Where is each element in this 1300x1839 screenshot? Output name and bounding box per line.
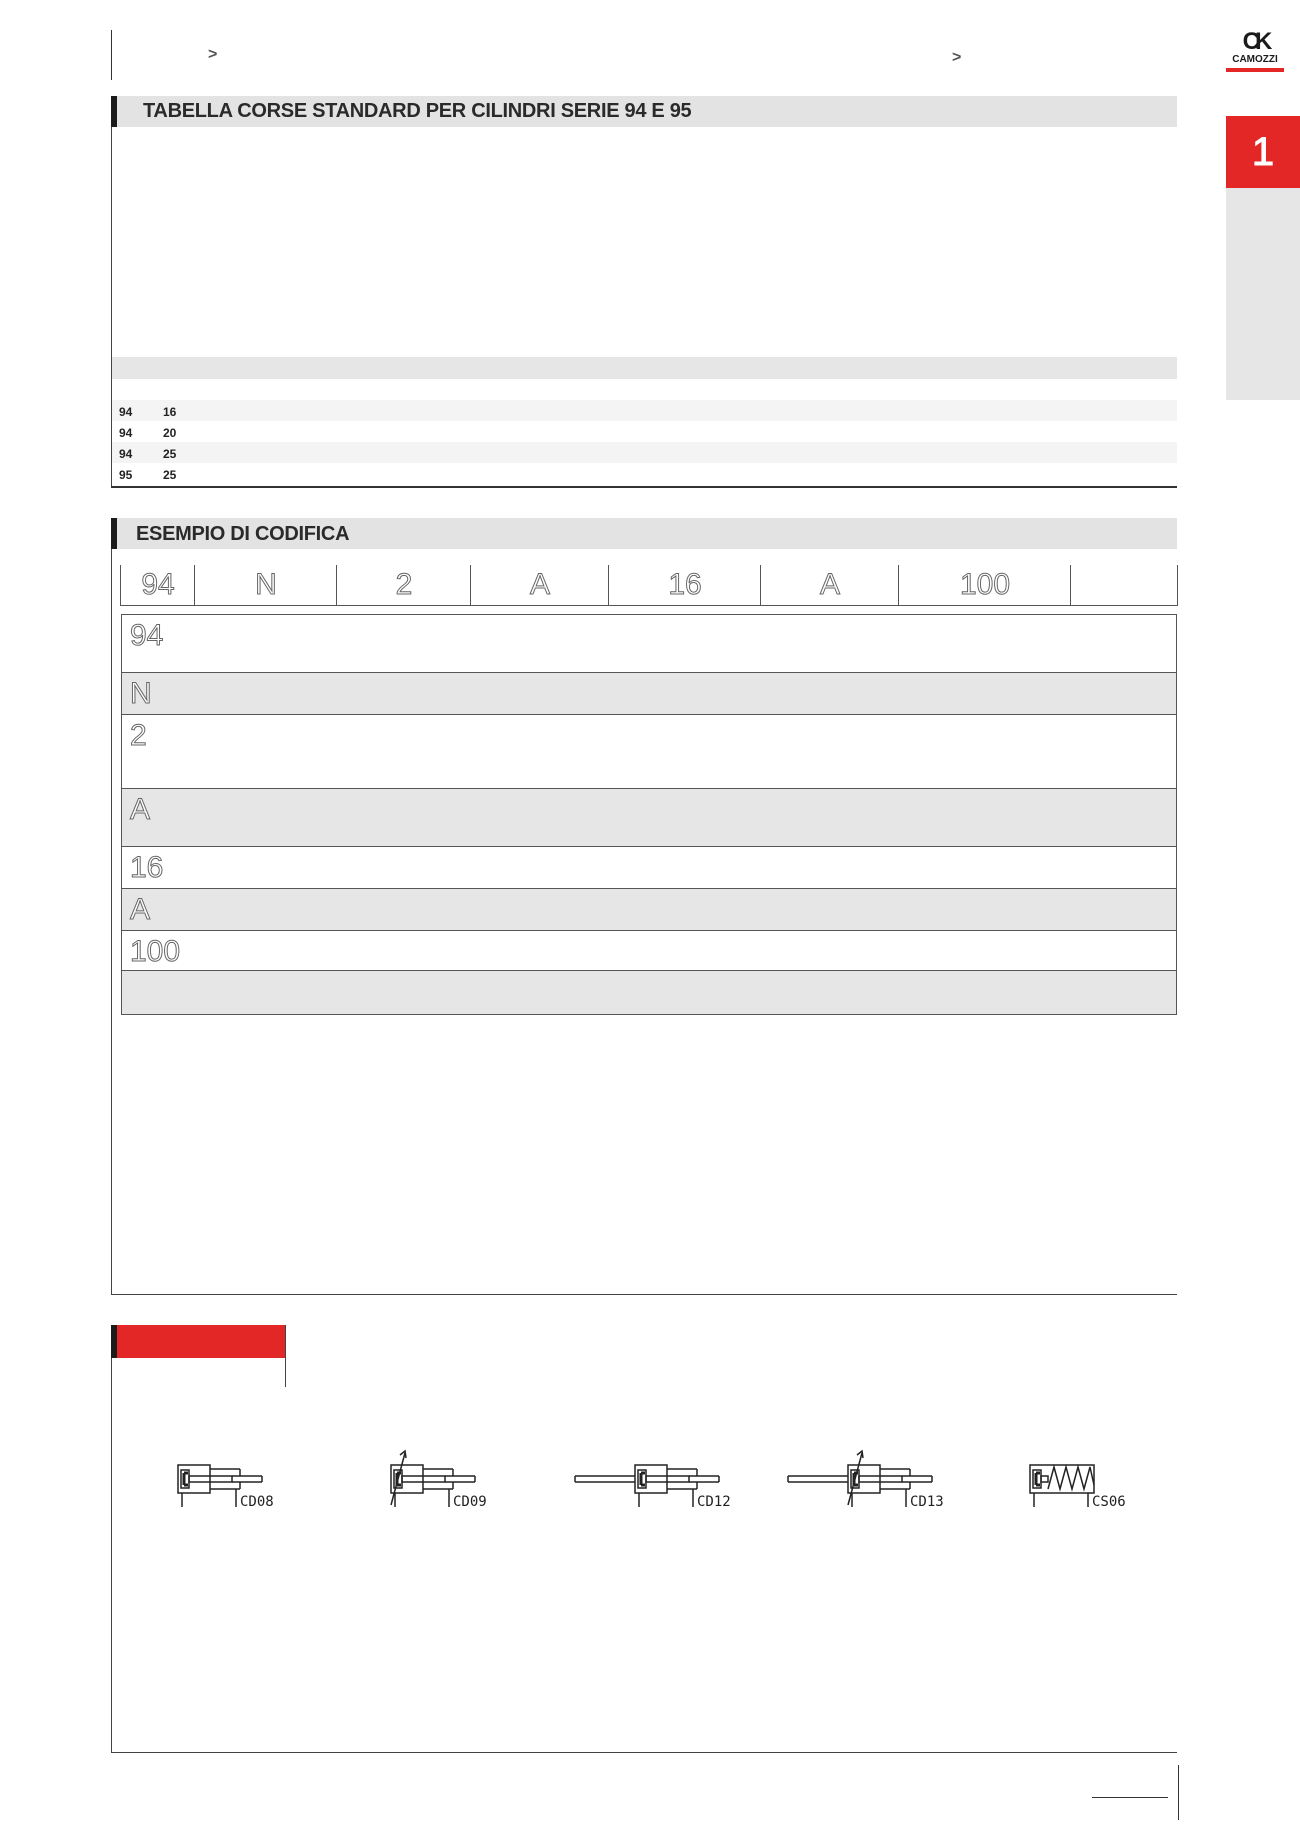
explanation-row — [122, 614, 1176, 673]
explanation-row — [122, 970, 1176, 1014]
single-acting-cylinder-icon — [170, 1455, 300, 1515]
strokes-section-title: TABELLA CORSE STANDARD PER CILINDRI SERIE 94 E 95 — [143, 100, 692, 122]
series-cell: 94 — [119, 447, 133, 461]
coding-section-title: ESEMPIO DI CODIFICA — [136, 523, 350, 545]
explanation-code: N — [130, 677, 152, 710]
bore-cell: 20 — [163, 426, 177, 440]
explanation-row — [122, 846, 1176, 889]
code-cell-stroke: 100 — [898, 565, 1071, 605]
explanation-row — [122, 888, 1176, 931]
explanation-code: 2 — [130, 719, 147, 752]
through-rod-cylinder-icon — [573, 1455, 733, 1515]
code-cell-series: 94 — [120, 565, 195, 605]
symbols-header-rule — [285, 1325, 286, 1387]
explanation-row — [122, 672, 1176, 715]
code-cell-bore: 16 — [608, 565, 761, 605]
explanation-row — [122, 930, 1176, 971]
series-cell: 95 — [119, 468, 133, 482]
symbols-section-header — [111, 1325, 286, 1358]
coding-section-header — [111, 518, 1177, 549]
table-row — [112, 400, 1177, 421]
header-marker — [111, 1325, 117, 1358]
code-strip — [120, 565, 1178, 606]
explanation-row — [122, 714, 1176, 789]
series-cell: 94 — [119, 405, 133, 419]
table-row — [112, 463, 1177, 484]
header-marker — [111, 96, 117, 127]
side-tab-chapter[interactable] — [1226, 116, 1300, 188]
strokes-table — [112, 400, 1177, 484]
code-cell-a1: A — [470, 565, 609, 605]
code-cell-a2: A — [760, 565, 899, 605]
code-cell-n: N — [194, 565, 337, 605]
explanation-code: A — [130, 893, 151, 926]
symbols-left-rule — [111, 1358, 112, 1753]
table-row — [112, 421, 1177, 442]
explanation-code: A — [130, 793, 151, 826]
logo-name: CAMOZZI — [1232, 54, 1278, 65]
code-explanation-table — [121, 614, 1177, 1015]
explanation-row — [122, 788, 1176, 847]
chapter-number: 1 — [1251, 129, 1275, 174]
code-cell-blank — [1070, 565, 1178, 605]
bore-cell: 25 — [163, 468, 177, 482]
single-acting-cylinder-adjustable-icon — [383, 1446, 513, 1515]
logo-underline — [1226, 68, 1284, 72]
through-rod-cylinder-adjustable-icon — [786, 1446, 946, 1515]
coding-bottom-rule — [111, 1294, 1177, 1295]
strokes-table-header-band — [112, 357, 1177, 379]
breadcrumb-separator-right: > — [952, 49, 962, 66]
footer-rule — [1092, 1797, 1168, 1798]
breadcrumb-separator-left: > — [208, 46, 218, 63]
bore-cell: 16 — [163, 405, 177, 419]
camozzi-logo — [1222, 28, 1288, 74]
explanation-code: 16 — [130, 851, 164, 884]
explanation-code: 94 — [130, 619, 164, 652]
header-left-rule — [111, 30, 112, 80]
logo-mark: CK — [1242, 28, 1268, 55]
spring-return-cylinder-icon — [1026, 1455, 1156, 1515]
footer-vertical-rule — [1178, 1765, 1179, 1820]
symbols-bottom-rule — [111, 1752, 1177, 1753]
symbol-label: CD12 — [697, 1494, 731, 1510]
explanation-code: 100 — [130, 935, 181, 968]
series-cell: 94 — [119, 426, 133, 440]
bore-cell: 25 — [163, 447, 177, 461]
symbol-label: CD08 — [240, 1494, 274, 1510]
table-row — [112, 442, 1177, 463]
header-marker — [111, 518, 117, 549]
code-cell-2: 2 — [336, 565, 471, 605]
coding-left-rule — [111, 549, 112, 1295]
strokes-section-header — [111, 96, 1177, 127]
strokes-table-bottom-rule — [111, 486, 1177, 488]
symbol-label: CD13 — [910, 1494, 944, 1510]
symbol-label: CD09 — [453, 1494, 487, 1510]
symbol-label: CS06 — [1092, 1494, 1126, 1510]
